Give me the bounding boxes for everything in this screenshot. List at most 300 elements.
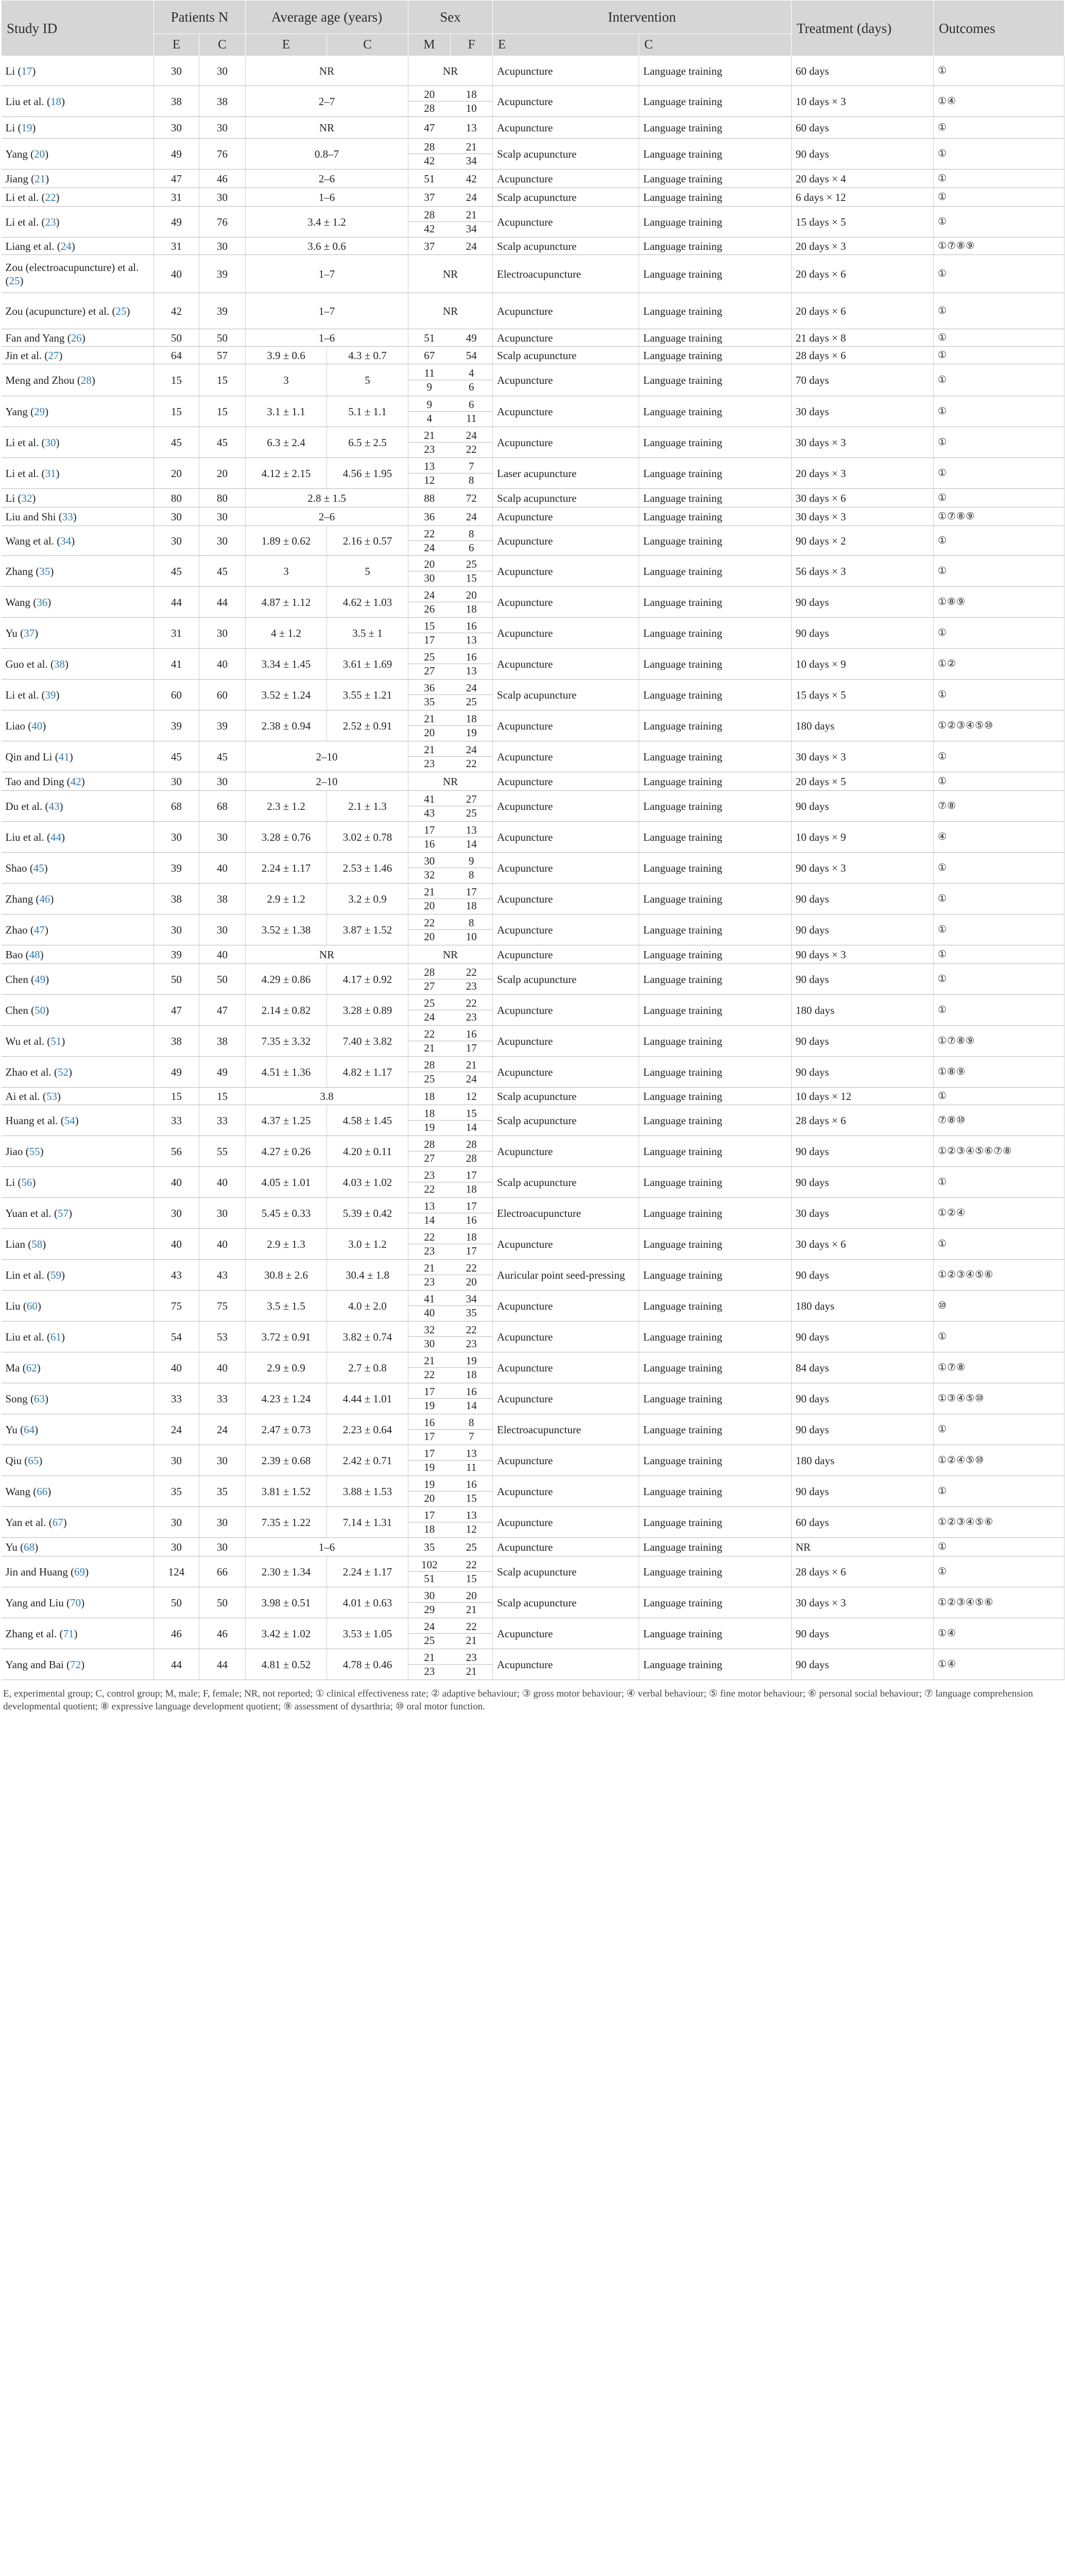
table-row <box>2 396 1064 427</box>
table-row <box>2 86 1064 117</box>
sex-cell <box>408 1136 493 1167</box>
intervention-e-cell: Acupuncture <box>493 1291 639 1321</box>
reference-link[interactable]: 21 <box>35 172 46 185</box>
table-row <box>2 587 1064 618</box>
table-footnote: E, experimental group; C, control group; M, male; F, female; NR, not reported; ① clinical effectiveness rate; ② adaptive behaviour; ③ gross motor behaviour; ④ verbal behaviour; ⑤ fine motor behaviour; ⑥ personal social behaviour; ⑦ language comprehension developmental quotient; ⑧ expressive language development quotient; ⑨ assessment of dysarthria; ⑩ oral motor function. <box>3 1688 1033 1712</box>
sex-breakdown <box>408 331 492 345</box>
sex-cell: NR <box>408 945 493 964</box>
study-name: Li et al. <box>5 436 39 449</box>
treatment-cell: 90 days <box>792 1026 934 1057</box>
study-name: Shao <box>5 861 27 874</box>
reference-link[interactable]: 28 <box>80 374 92 386</box>
sex-subrow <box>408 1292 492 1306</box>
patients-c-cell: 30 <box>199 1198 246 1229</box>
reference-link[interactable]: 37 <box>24 626 35 639</box>
sex-subrow <box>408 1306 492 1319</box>
reference-link[interactable]: 42 <box>70 775 81 788</box>
average-age-cell: 1–6 <box>246 1538 408 1556</box>
sex-female-count: 13 <box>466 824 477 836</box>
sex-female-count: 18 <box>466 1231 477 1243</box>
table-row <box>2 741 1064 772</box>
intervention-c-cell: Language training <box>639 587 792 618</box>
reference-link[interactable]: 72 <box>70 1658 81 1671</box>
patients-c-cell: 53 <box>199 1321 246 1352</box>
reference-link[interactable]: 39 <box>45 688 56 701</box>
patients-c-cell: 30 <box>199 507 246 526</box>
average-age-e-cell: 2.9 ± 1.3 <box>246 1229 327 1260</box>
reference-link[interactable]: 17 <box>21 64 32 77</box>
sex-breakdown <box>408 398 492 425</box>
patients-c-cell: 66 <box>199 1556 246 1587</box>
sex-subrow <box>408 792 492 806</box>
intervention-c-cell: Language training <box>639 914 792 945</box>
patients-c-cell: 15 <box>199 396 246 427</box>
reference-link[interactable]: 34 <box>60 534 72 547</box>
study-id-cell: Yu (68) <box>2 1538 154 1556</box>
study-name: Wu et al. <box>5 1035 45 1047</box>
reference-link[interactable]: 69 <box>74 1565 85 1578</box>
sex-female-count: 15 <box>466 572 477 584</box>
sex-cell <box>408 1538 493 1556</box>
study-id-cell: Li (32) <box>2 489 154 507</box>
study-id-cell: Tao and Ding (42) <box>2 772 154 791</box>
sex-cell <box>408 1556 493 1587</box>
sex-male-count: 51 <box>424 331 435 344</box>
sex-female-count: 15 <box>466 1572 477 1585</box>
reference-link[interactable]: 68 <box>24 1540 35 1553</box>
sex-breakdown <box>408 1168 492 1196</box>
table-row <box>2 507 1064 526</box>
reference-link[interactable]: 27 <box>48 349 59 362</box>
study-id-cell: Yan et al. (67) <box>2 1507 154 1538</box>
average-age-c-cell: 2.24 ± 1.17 <box>327 1556 408 1587</box>
study-id-cell: Jiao (55) <box>2 1136 154 1167</box>
sex-subrow <box>408 726 492 739</box>
study-id-cell: Qin and Li (41) <box>2 741 154 772</box>
average-age-c-cell: 4.62 ± 1.03 <box>327 587 408 618</box>
average-age-e-cell: 3.52 ± 1.38 <box>246 914 327 945</box>
intervention-e-cell: Scalp acupuncture <box>493 238 639 255</box>
intervention-c-cell: Language training <box>639 329 792 347</box>
sex-female-count: 17 <box>466 1042 477 1054</box>
sex-male-count: 19 <box>424 1461 435 1473</box>
patients-e-cell: 45 <box>154 741 199 772</box>
average-age-e-cell: 4.37 ± 1.25 <box>246 1105 327 1136</box>
study-id-cell: Li et al. (39) <box>2 680 154 710</box>
study-id-cell: Liao (40) <box>2 710 154 741</box>
reference-link[interactable]: 35 <box>39 565 50 578</box>
sex-subrow <box>408 366 492 380</box>
table-row <box>2 1198 1064 1229</box>
outcomes-cell: ①②③④⑤⑥ <box>934 1587 1064 1618</box>
sex-female-count: 24 <box>466 240 477 252</box>
sex-female-count: 24 <box>466 743 477 756</box>
sex-male-count: 23 <box>424 443 435 455</box>
patients-c-cell: 39 <box>199 710 246 741</box>
average-age-e-cell: 4.81 ± 0.52 <box>246 1649 327 1680</box>
reference-link[interactable]: 47 <box>33 923 45 936</box>
sex-cell <box>408 995 493 1026</box>
sex-breakdown <box>408 743 492 770</box>
reference-link[interactable]: 62 <box>26 1361 37 1374</box>
intervention-e-cell: Electroacupuncture <box>493 1198 639 1229</box>
study-name: Zou (electroacupuncture) et al. <box>5 261 139 274</box>
reference-link[interactable]: 56 <box>21 1176 32 1189</box>
reference-link[interactable]: 65 <box>28 1454 39 1467</box>
treatment-cell: 28 days × 6 <box>792 1105 934 1136</box>
sex-female-count: 23 <box>466 980 477 992</box>
sex-female-count: 16 <box>466 1385 477 1398</box>
table-row <box>2 364 1064 396</box>
intervention-c-cell: Language training <box>639 649 792 680</box>
sex-subrow <box>408 806 492 820</box>
average-age-cell: 1–6 <box>246 188 408 207</box>
sex-cell <box>408 1026 493 1057</box>
intervention-e-cell: Auricular point seed-pressing <box>493 1260 639 1291</box>
treatment-cell: 90 days <box>792 1383 934 1414</box>
reference-link[interactable]: 67 <box>52 1516 63 1529</box>
reference-link[interactable]: 44 <box>50 831 61 843</box>
sex-breakdown <box>408 1230 492 1258</box>
patients-c-cell: 45 <box>199 741 246 772</box>
treatment-cell: 180 days <box>792 995 934 1026</box>
sex-subrow <box>408 1651 492 1665</box>
outcomes-cell: ① <box>934 680 1064 710</box>
sex-cell <box>408 1229 493 1260</box>
sex-cell <box>408 1445 493 1476</box>
average-age-e-cell: 3.42 ± 1.02 <box>246 1618 327 1649</box>
sex-male-count: 24 <box>424 589 435 601</box>
sex-female-count: 13 <box>466 121 477 134</box>
outcomes-cell: ① <box>934 556 1064 587</box>
sex-subrow <box>408 429 492 443</box>
sex-male-count: 12 <box>424 474 435 486</box>
patients-c-cell: 38 <box>199 86 246 117</box>
sex-male-count: 20 <box>424 900 435 912</box>
patients-c-cell: 49 <box>199 1057 246 1088</box>
study-name: Liu <box>5 1299 21 1312</box>
sex-female-count: 16 <box>466 1214 477 1226</box>
intervention-e-cell: Acupuncture <box>493 1057 639 1088</box>
sex-female-count: 8 <box>469 474 474 486</box>
reference-link[interactable]: 23 <box>45 215 56 228</box>
reference-link[interactable]: 63 <box>33 1392 45 1405</box>
sex-cell <box>408 1057 493 1088</box>
patients-e-cell: 39 <box>154 945 199 964</box>
reference-link[interactable]: 58 <box>31 1238 43 1250</box>
average-age-e-cell: 3.81 ± 1.52 <box>246 1476 327 1507</box>
reference-link[interactable]: 45 <box>33 861 44 874</box>
intervention-e-cell: Acupuncture <box>493 945 639 964</box>
sex-cell <box>408 1587 493 1618</box>
patients-c-cell: 30 <box>199 618 246 649</box>
reference-link[interactable]: 25 <box>9 274 20 287</box>
sex-male-count: 21 <box>424 1042 435 1054</box>
outcomes-cell: ① <box>934 255 1064 293</box>
study-id-cell: Liu et al. (44) <box>2 822 154 853</box>
average-age-c-cell: 2.16 ± 0.57 <box>327 526 408 556</box>
study-id-cell: Yang (20) <box>2 139 154 170</box>
sex-female-count: 16 <box>466 620 477 632</box>
average-age-c-cell: 2.42 ± 0.71 <box>327 1445 408 1476</box>
reference-link[interactable]: 70 <box>70 1596 81 1609</box>
treatment-cell: 30 days <box>792 1198 934 1229</box>
average-age-c-cell: 3.61 ± 1.69 <box>327 649 408 680</box>
intervention-c-cell: Language training <box>639 1507 792 1538</box>
reference-link[interactable]: 26 <box>71 331 82 344</box>
reference-link[interactable]: 50 <box>35 1004 46 1016</box>
table-row <box>2 329 1064 347</box>
study-id-cell: Lin et al. (59) <box>2 1260 154 1291</box>
intervention-e-cell: Acupuncture <box>493 710 639 741</box>
sex-subrow <box>408 380 492 394</box>
intervention-c-cell: Language training <box>639 741 792 772</box>
sex-female-count: 10 <box>466 102 477 114</box>
study-id-cell: Bao (48) <box>2 945 154 964</box>
sex-subrow <box>408 191 492 204</box>
intervention-c-cell: Language training <box>639 1383 792 1414</box>
table-row <box>2 1026 1064 1057</box>
treatment-cell: 28 days × 6 <box>792 347 934 364</box>
patients-c-cell: 46 <box>199 170 246 188</box>
sex-male-count: 88 <box>424 492 435 504</box>
sex-cell <box>408 964 493 995</box>
sex-cell <box>408 329 493 347</box>
patients-c-cell: 76 <box>199 139 246 170</box>
reference-link[interactable]: 60 <box>26 1299 38 1312</box>
sex-breakdown <box>408 191 492 204</box>
study-name: Guo et al. <box>5 657 48 670</box>
table-row <box>2 1260 1064 1291</box>
reference-link[interactable]: 31 <box>45 467 56 480</box>
sex-male-count: 28 <box>424 1059 435 1071</box>
reference-link[interactable]: 25 <box>115 304 127 317</box>
sex-subrow <box>408 331 492 345</box>
header-row-primary <box>2 1 1064 34</box>
reference-link[interactable]: 30 <box>45 436 56 449</box>
treatment-cell: 90 days <box>792 1476 934 1507</box>
reference-link[interactable]: 33 <box>62 510 73 523</box>
patients-e-cell: 30 <box>154 1538 199 1556</box>
study-name: Li <box>5 492 15 504</box>
sex-cell <box>408 117 493 139</box>
patients-c-cell: 30 <box>199 914 246 945</box>
reference-link[interactable]: 32 <box>21 492 32 504</box>
sex-female-count: 24 <box>466 429 477 442</box>
sex-subrow <box>408 1244 492 1258</box>
reference-link[interactable]: 51 <box>50 1035 62 1047</box>
intervention-c-cell: Language training <box>639 1321 792 1352</box>
reference-link[interactable]: 55 <box>29 1145 40 1158</box>
sex-cell <box>408 791 493 822</box>
sex-breakdown <box>408 121 492 134</box>
study-name: Fan and Yang <box>5 331 65 344</box>
average-age-c-cell: 4.01 ± 0.63 <box>327 1587 408 1618</box>
sex-breakdown <box>408 1478 492 1505</box>
patients-e-cell: 30 <box>154 772 199 791</box>
sex-male-count: 15 <box>424 620 435 632</box>
outcomes-cell: ① <box>934 207 1064 238</box>
sex-male-count: 17 <box>424 1447 435 1460</box>
sex-female-count: 9 <box>469 855 474 867</box>
outcomes-cell: ①⑧⑨ <box>934 587 1064 618</box>
sex-female-count: 16 <box>466 1478 477 1490</box>
study-id-cell: Wang (66) <box>2 1476 154 1507</box>
sex-subrow <box>408 1430 492 1443</box>
sex-breakdown <box>408 510 492 523</box>
sex-subrow <box>408 473 492 487</box>
table-row <box>2 710 1064 741</box>
intervention-c-cell: Language training <box>639 556 792 587</box>
sex-cell <box>408 1088 493 1105</box>
reference-link[interactable]: 20 <box>34 147 45 160</box>
patients-c-cell: 39 <box>199 255 246 293</box>
patients-c-cell: 15 <box>199 1088 246 1105</box>
reference-link[interactable]: 22 <box>45 191 56 204</box>
patients-c-cell: 33 <box>199 1383 246 1414</box>
average-age-cell: 2–7 <box>246 86 408 117</box>
patients-c-cell: 30 <box>199 238 246 255</box>
reference-link[interactable]: 19 <box>21 121 32 134</box>
sex-subrow <box>408 650 492 664</box>
sex-male-count: 37 <box>424 191 435 204</box>
reference-link[interactable]: 18 <box>50 95 61 108</box>
patients-c-cell: 39 <box>199 293 246 329</box>
sex-breakdown <box>408 1651 492 1678</box>
treatment-cell: 30 days × 3 <box>792 1587 934 1618</box>
header-intervention-c: C <box>639 34 792 56</box>
sex-male-count: 20 <box>424 930 435 943</box>
sex-male-count: 20 <box>424 726 435 739</box>
sex-subrow <box>408 527 492 541</box>
treatment-cell: 21 days × 8 <box>792 329 934 347</box>
patients-e-cell: 30 <box>154 914 199 945</box>
study-name: Meng and Zhou <box>5 374 75 386</box>
intervention-c-cell: Language training <box>639 139 792 170</box>
patients-e-cell: 39 <box>154 710 199 741</box>
sex-subrow <box>408 492 492 505</box>
reference-link[interactable]: 24 <box>60 240 72 252</box>
treatment-cell: 20 days × 5 <box>792 772 934 791</box>
table-row <box>2 1649 1064 1680</box>
reference-link[interactable]: 49 <box>35 973 46 986</box>
outcomes-cell: ① <box>934 489 1064 507</box>
intervention-e-cell: Acupuncture <box>493 1229 639 1260</box>
intervention-c-cell: Language training <box>639 117 792 139</box>
sex-breakdown <box>408 1416 492 1443</box>
intervention-c-cell: Language training <box>639 364 792 396</box>
study-name: Wang <box>5 1485 30 1498</box>
reference-link[interactable]: 61 <box>50 1330 61 1343</box>
sex-cell <box>408 489 493 507</box>
study-name: Qin and Li <box>5 750 53 763</box>
reference-link[interactable]: 66 <box>37 1485 48 1498</box>
treatment-cell: 15 days × 5 <box>792 207 934 238</box>
reference-link[interactable]: 54 <box>64 1114 75 1127</box>
average-age-cell: NR <box>246 945 408 964</box>
reference-link[interactable]: 52 <box>57 1065 68 1078</box>
study-id-cell: Liu et al. (61) <box>2 1321 154 1352</box>
sex-female-count: 22 <box>466 757 477 770</box>
sex-female-count: 7 <box>469 1430 474 1443</box>
intervention-e-cell: Scalp acupuncture <box>493 1088 639 1105</box>
header-age-e: E <box>246 34 327 56</box>
sex-male-count: 30 <box>424 1589 435 1602</box>
intervention-c-cell: Language training <box>639 1260 792 1291</box>
reference-link[interactable]: 36 <box>37 596 48 608</box>
reference-link[interactable]: 64 <box>24 1423 35 1436</box>
outcomes-cell: ① <box>934 329 1064 347</box>
sex-cell <box>408 1105 493 1136</box>
intervention-e-cell: Acupuncture <box>493 853 639 884</box>
study-name: Zhao et al. <box>5 1065 51 1078</box>
sex-breakdown <box>408 1323 492 1350</box>
sex-female-count: 24 <box>466 1073 477 1085</box>
sex-male-count: 13 <box>424 1200 435 1212</box>
reference-link[interactable]: 41 <box>58 750 70 763</box>
patients-c-cell: 76 <box>199 207 246 238</box>
sex-breakdown <box>408 140 492 167</box>
intervention-c-cell: Language training <box>639 995 792 1026</box>
sex-subrow <box>408 460 492 473</box>
patients-c-cell: 40 <box>199 853 246 884</box>
intervention-c-cell: Language training <box>639 884 792 914</box>
study-name: Yu <box>5 626 18 639</box>
table-row <box>2 347 1064 364</box>
treatment-cell: 90 days <box>792 1260 934 1291</box>
table-row <box>2 680 1064 710</box>
reference-link[interactable]: 53 <box>46 1090 57 1103</box>
sex-male-count: 21 <box>424 743 435 756</box>
sex-male-count: 21 <box>424 1354 435 1367</box>
patients-e-cell: 30 <box>154 117 199 139</box>
treatment-cell: 30 days × 3 <box>792 507 934 526</box>
average-age-c-cell: 3.5 ± 1 <box>327 618 408 649</box>
reference-link[interactable]: 71 <box>63 1627 74 1640</box>
reference-link[interactable]: 57 <box>57 1207 68 1219</box>
sex-male-count: 20 <box>424 558 435 570</box>
average-age-c-cell: 4.56 ± 1.95 <box>327 458 408 489</box>
sex-female-count: 18 <box>466 900 477 912</box>
intervention-e-cell: Scalp acupuncture <box>493 1587 639 1618</box>
average-age-cell: 2–6 <box>246 170 408 188</box>
sex-male-count: 43 <box>424 807 435 819</box>
outcomes-cell: ①②④⑤⑩ <box>934 1445 1064 1476</box>
sex-cell <box>408 1198 493 1229</box>
sex-female-count: 8 <box>469 869 474 881</box>
patients-c-cell: 30 <box>199 1445 246 1476</box>
outcomes-cell: ① <box>934 884 1064 914</box>
reference-link[interactable]: 40 <box>31 719 43 732</box>
treatment-cell: 20 days × 6 <box>792 293 934 329</box>
reference-link[interactable]: 38 <box>54 657 65 670</box>
average-age-e-cell: 3.52 ± 1.24 <box>246 680 327 710</box>
sex-male-count: 24 <box>424 1011 435 1023</box>
sex-subrow <box>408 1337 492 1350</box>
intervention-e-cell: Acupuncture <box>493 56 639 86</box>
sex-breakdown <box>408 240 492 253</box>
reference-link[interactable]: 59 <box>50 1268 61 1281</box>
reference-link[interactable]: 43 <box>48 800 60 812</box>
reference-link[interactable]: 46 <box>39 892 50 905</box>
outcomes-cell: ① <box>934 170 1064 188</box>
reference-link[interactable]: 29 <box>34 405 45 418</box>
intervention-e-cell: Scalp acupuncture <box>493 1105 639 1136</box>
treatment-cell: 15 days × 5 <box>792 680 934 710</box>
table-row <box>2 995 1064 1026</box>
reference-link[interactable]: 48 <box>29 948 40 961</box>
sex-cell <box>408 526 493 556</box>
